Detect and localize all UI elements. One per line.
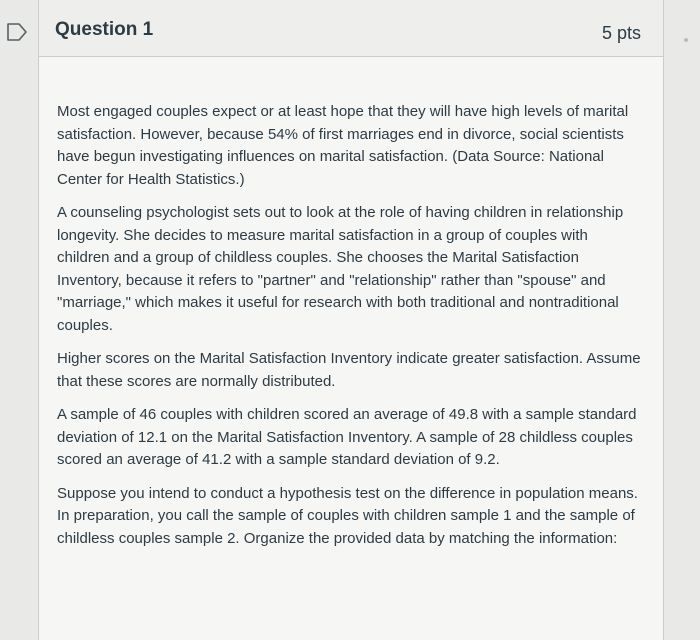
question-header (39, 0, 663, 57)
question-card (38, 0, 664, 640)
question-paragraph: Suppose you intend to conduct a hypothesis test on the difference in population means. In preparation, you call the sample of couples with children sample 1 and the sample of childless couples sample 2. Organize the provided data by matching the information: (57, 484, 638, 547)
scroll-indicator (684, 38, 688, 42)
question-text (39, 57, 663, 550)
question-title: Question 1 (55, 19, 154, 40)
question-paragraph: A counseling psychologist sets out to look at the role of having children in relationship longevity. She decides to measure marital satisfaction in a group of couples with children and a group of childless couples. She chooses the Marital Satisfaction Inventory, because it refers to "partner" and "relationship" rather than "spouse" and "marriage," which makes it useful for research with both traditional and nontraditional couples. (57, 204, 624, 334)
question-paragraph: A sample of 46 couples with children scored an average of 49.8 with a sample standard deviation of 12.1 on the Marital Satisfaction Inventory. A sample of 28 childless couples scored an average of 41.2 with a sample standard deviation of 9.2. (57, 406, 637, 468)
flag-question-icon[interactable] (6, 22, 28, 42)
question-points: 5 pts (601, 22, 641, 43)
question-paragraph: Higher scores on the Marital Satisfaction Inventory indicate greater satisfaction. Assume that these scores are normally distributed. (57, 350, 641, 390)
question-paragraph: Most engaged couples expect or at least hope that they will have high levels of marital satisfaction. However, because 54% of first marriages end in divorce, social scientists have begun investigating influences on marital satisfaction. (Data Source: National Center for Health Statistics.) (57, 103, 629, 188)
